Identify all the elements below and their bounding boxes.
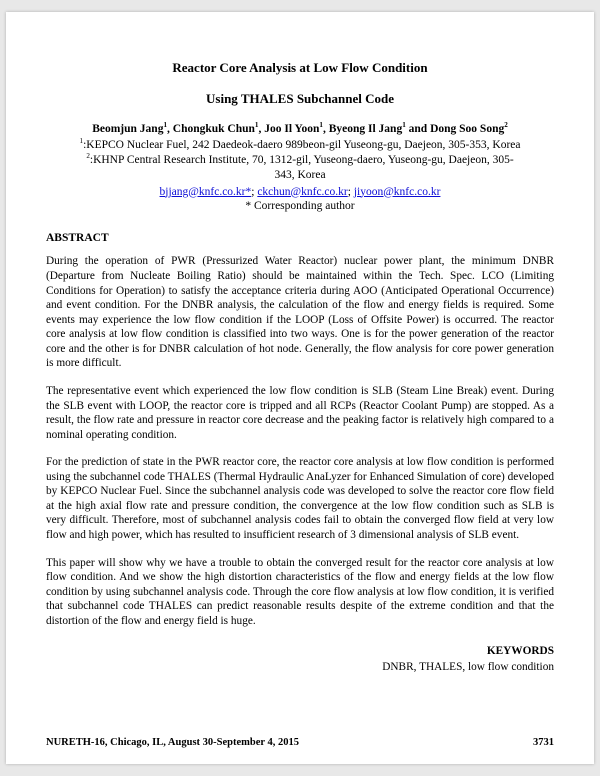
author-affil-sup: 1 — [254, 120, 259, 129]
author-separator: , — [167, 122, 173, 135]
title-line-2: Using THALES Subchannel Code — [206, 90, 394, 106]
email-line — [46, 185, 554, 200]
author-name: Byeong Il Jang — [328, 122, 403, 135]
footer-conference: NURETH-16, Chicago, IL, August 30-September 4, 2015 — [46, 737, 299, 748]
author-affil-sup: 2 — [504, 120, 508, 129]
author-separator: , — [258, 122, 265, 135]
abstract-paragraph-2: The representative event which experienced the low flow condition is SLB (Steam Line Break) event. During the SLB event with LOOP, the reactor core is tripped and all RCPs (Reactor Coolant Pump) are stopped. As a result, the flow rate and pressure in reactor core decrease and the peaking factor is relatively high compared to a nominal operating condition. — [46, 384, 554, 441]
author-name: Dong Soo Song — [430, 122, 505, 135]
abstract-paragraph-4: This paper will show why we have a trouble to obtain the converged result for the reactor core analysis at low flow condition. And we show the high distortion characteristics of the flow and energy fields at the low flow condition by using subchannel analysis code. Through the core flow analysis at low flow condition, it is verified that subchannel code THALES can predict reasonable results despite of the extreme condition and that the distortion of the flow and energy field is huge. — [46, 556, 554, 627]
author-separator: , — [322, 122, 329, 135]
affiliation-sup: 2 — [86, 151, 90, 160]
corresponding-author-note: * Corresponding author — [245, 200, 355, 213]
title-line-1: Reactor Core Analysis at Low Flow Condition — [172, 60, 428, 75]
email-link-jiyoon[interactable]: jiyoon@knfc.co.kr — [353, 185, 441, 198]
keywords-text: DNBR, THALES, low flow condition — [382, 660, 554, 673]
footer-page-number: 3731 — [533, 737, 554, 748]
affiliation-text: :KHNP Central Research Institute, 70, 1312-gil, Yuseong-daero, Yuseong-gu, Daejeon, 305-343, Korea — [89, 153, 514, 181]
affiliations — [76, 138, 523, 183]
author-separator: and — [405, 122, 431, 135]
email-separator: ; — [251, 185, 258, 198]
keywords-block — [46, 644, 554, 675]
affiliation-text: :KEPCO Nuclear Fuel, 242 Daedeok-daero 989beon-gil Yuseong-gu, Daejeon, 305-353, Korea — [83, 138, 521, 151]
author-affil-sup: 1 — [319, 120, 323, 129]
abstract-heading: ABSTRACT — [46, 232, 109, 245]
author-name: Joo Il Yoon — [264, 122, 320, 135]
author-affil-sup: 1 — [163, 120, 168, 129]
affiliation-sup: 1 — [79, 136, 84, 145]
abstract-paragraph-3: For the prediction of state in the PWR reactor core, the reactor core analysis at low flow condition is performed using the subchannel code THALES (Thermal Hydraulic AnaLyzer for Enhanced Simulation of core) developed by KEPCO Nuclear Fuel. Since the subchannel analysis code was developed to solve the reactor core flow field at the high axial flow rate and pressure condition, the convergence at the low flow condition such as SLB is very difficult. Therefore, most of subchannel analysis codes fail to obtain the converged flow field at very low flow and high power, which has resulted to insufficient research of 3 dimensional analysis of SLB event. — [46, 456, 554, 542]
affiliation-1 — [76, 138, 523, 153]
page-footer — [46, 737, 554, 748]
author-name: Chongkuk Chun — [172, 122, 255, 135]
author-affil-sup: 1 — [402, 120, 406, 129]
email-separator: ; — [347, 185, 354, 198]
affiliation-2 — [76, 153, 523, 183]
author-name: Beomjun Jang — [92, 122, 164, 135]
paper-page — [6, 12, 594, 764]
author-line — [46, 122, 554, 137]
email-link-bjjang[interactable]: bjjang@knfc.co.kr* — [159, 185, 252, 198]
keywords-heading: KEYWORDS — [486, 645, 554, 658]
email-link-ckchun[interactable]: ckchun@knfc.co.kr — [257, 185, 348, 198]
abstract-paragraph-1: During the operation of PWR (Pressurized Water Reactor) nuclear power plant, the minimum DNBR (Departure from Nucleate Boiling Ratio) should be maintained within the Tech. Spec. LCO (Limiting Conditions for Operation) to satisfy the acceptance criteria during AOO (Anticipated Operational Occurrence) and event condition. For the DNBR analysis, the calculation of the flow and energy fields is required. Some events may experience the low flow condition if the LOOP (Loss of Offsite Power) is occurred. The reactor core analysis at low flow condition is classified into two ways. One is for the power generation of the reactor core and the other is for DNBR calculation of hot node. Generally, the flow analysis for core power generation is more difficult. — [46, 255, 554, 370]
paper-title — [46, 60, 554, 108]
